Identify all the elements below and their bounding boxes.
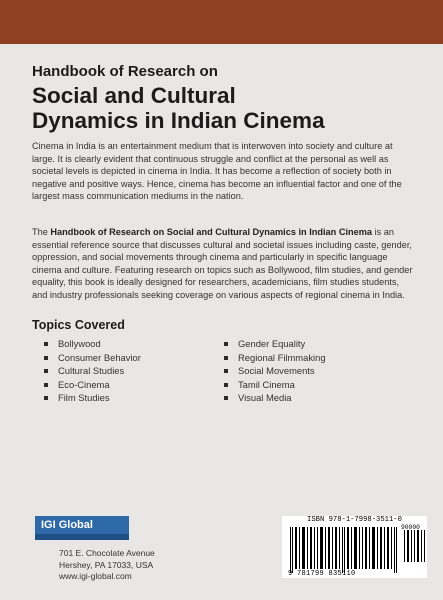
list-item <box>44 378 141 392</box>
topic-label: Bollywood <box>58 338 101 349</box>
topic-label: Cultural Studies <box>58 365 125 377</box>
list-item <box>224 391 326 405</box>
list-item <box>224 364 326 378</box>
barcode-number: 9 781799 835110 <box>288 570 356 578</box>
bullet-icon <box>224 383 228 387</box>
bullet-icon <box>224 356 228 360</box>
intro-paragraph: Cinema in India is an entertainment medium that is interwoven into society and culture at large. It is clearly evident that continuous struggle and conflict at the personal as well as societal levels is depicted in cinema in India. It has become a reflection of society both in negative and positive ways. Hence, cinema has become an influential factor and one of the largest mass communication mediums in the nation. <box>32 141 402 202</box>
list-item <box>44 391 141 405</box>
book-header <box>32 63 422 133</box>
publisher-logo <box>35 516 129 540</box>
publisher-address <box>59 548 155 583</box>
title-overline: Handbook of Research on <box>32 63 218 80</box>
bullet-icon <box>224 396 228 400</box>
list-item <box>224 378 326 392</box>
list-item <box>44 364 141 378</box>
description-body: is an essential reference source that discusses cultural and societal issues including caste, gender, oppression, and social movements through cinema and particularly in specific language cinema and culture. Featuring research on topics such as Bollywood, film studies, and gender equality, this book is ideally designed for researchers, academicians, film studies students, and industry professionals seeking coverage on various aspects of regional cinema in India. <box>32 227 413 300</box>
barcode-supplement: 90000 <box>401 524 420 531</box>
topic-label: Visual Media <box>238 392 292 404</box>
description-book-title: Handbook of Research on Social and Cultural Dynamics in Indian Cinema <box>50 227 373 237</box>
publisher-logo-text: IGI Global <box>35 516 129 534</box>
topic-label: Film Studies <box>58 392 110 404</box>
bullet-icon <box>44 383 48 387</box>
description-paragraph <box>32 226 416 302</box>
bullet-icon <box>44 356 48 360</box>
isbn-label: ISBN 978-1-7998-3511-0 <box>307 516 402 524</box>
list-item <box>224 337 326 351</box>
address-url: www.igi-global.com <box>59 571 132 581</box>
bullet-icon <box>44 369 48 373</box>
title-line-1: Social and Cultural <box>32 83 236 108</box>
topics-list-right <box>224 337 326 405</box>
publisher-logo-strip <box>35 534 129 540</box>
book-title <box>32 83 422 133</box>
barcode-supplement-bars <box>404 530 426 562</box>
topic-label: Consumer Behavior <box>58 351 141 363</box>
topics-list-left <box>44 337 141 405</box>
topics-heading: Topics Covered <box>32 318 125 332</box>
bullet-icon <box>224 342 228 346</box>
list-item <box>44 351 141 365</box>
topic-label: Gender Equality <box>238 338 306 349</box>
bullet-icon <box>44 396 48 400</box>
list-item <box>44 337 141 351</box>
bullet-icon <box>224 369 228 373</box>
address-line-1: 701 E. Chocolate Avenue <box>59 548 155 558</box>
topic-label: Eco-Cinema <box>58 378 110 390</box>
list-item <box>224 351 326 365</box>
cover-top-band <box>0 0 443 44</box>
description-prefix: The <box>32 227 51 237</box>
topic-label: Regional Filmmaking <box>238 351 326 363</box>
barcode-bars <box>290 527 402 573</box>
title-line-2: Dynamics in Indian Cinema <box>32 108 325 133</box>
bullet-icon <box>44 342 48 346</box>
topic-label: Tamil Cinema <box>238 378 295 390</box>
address-line-2: Hershey, PA 17033, USA <box>59 559 154 570</box>
topic-label: Social Movements <box>238 365 315 377</box>
